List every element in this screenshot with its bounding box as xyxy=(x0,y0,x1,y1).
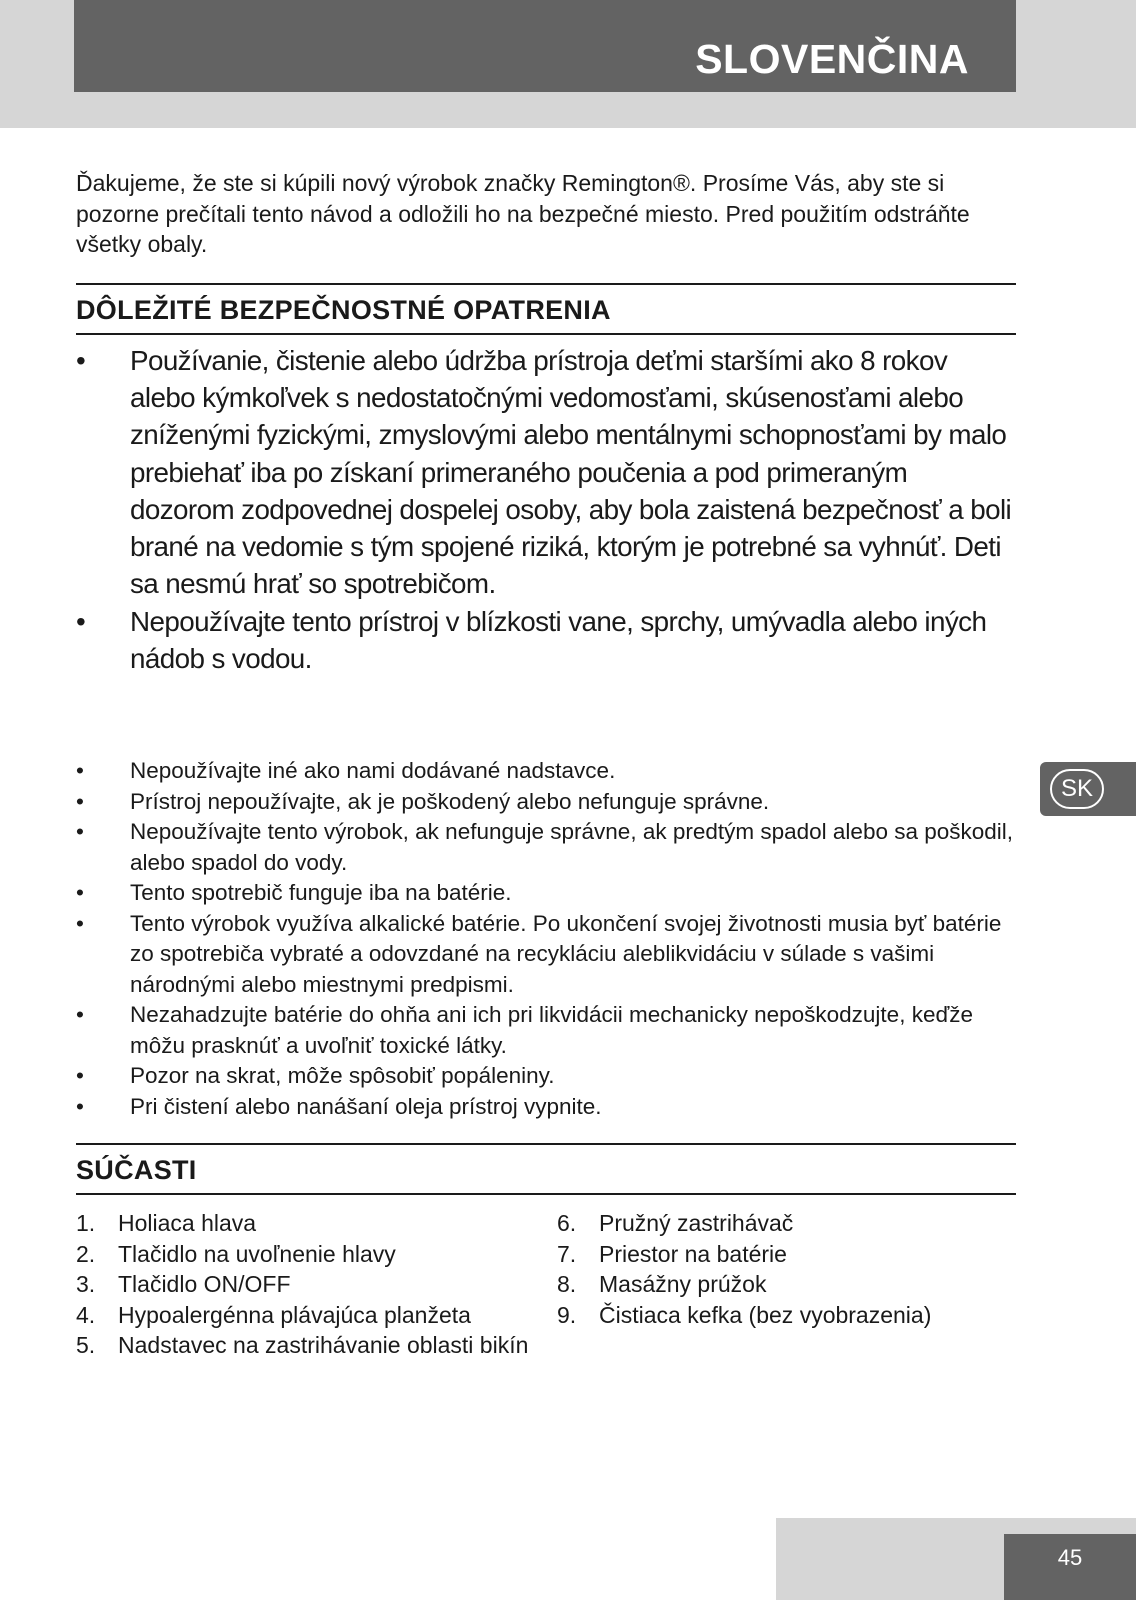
language-side-tab xyxy=(1040,762,1136,816)
part-number: 6. xyxy=(557,1210,577,1236)
list-item xyxy=(557,1239,931,1270)
parts-list-right xyxy=(557,1208,931,1330)
list-item xyxy=(76,1239,528,1270)
part-number: 4. xyxy=(76,1301,96,1328)
list-item xyxy=(76,909,1016,1001)
part-label: Čistiaca kefka (bez vyobrazenia) xyxy=(599,1301,932,1328)
safety-list xyxy=(76,756,1016,1122)
section-rule-top xyxy=(76,283,1016,285)
parts-list-left xyxy=(76,1208,528,1361)
list-item xyxy=(76,756,1016,787)
bullet-icon: • xyxy=(76,758,84,783)
section-rule-bottom xyxy=(76,333,1016,335)
part-label: Masážny prúžok xyxy=(599,1271,767,1297)
bullet-icon: • xyxy=(76,1002,84,1027)
list-item xyxy=(76,1269,528,1300)
page-number: 45 xyxy=(1004,1534,1136,1600)
part-label: Nadstavec na zastrihávanie oblasti bikín xyxy=(118,1332,529,1358)
part-label: Priestor na batérie xyxy=(599,1240,787,1267)
language-code-badge: SK xyxy=(1050,769,1104,809)
list-item xyxy=(76,1000,1016,1061)
safety-item-text: Používanie, čistenie alebo údržba prístroja deťmi staršími ako 8 rokov alebo kýmkoľvek s nedostatočnými vedomosťami, skúsenosťami alebo zníženými fyzickými, zmyslovými alebo mentálnymi schopnosťami by malo prebiehať iba po získaní primeraného poučenia a pod primeraným dozorom zodpovednej dospelej osoby, aby bola zaistená bezpečnosť a boli brané na vedomie s tým spojené riziká, ktorým je potrebné sa vyhnúť. Deti sa nesmú hrať so spotrebičom. xyxy=(130,345,1012,600)
part-number: 5. xyxy=(76,1332,96,1358)
safety-item-text: Nepoužívajte tento výrobok, ak nefunguje správne, ak predtým spadol alebo sa poškodil, alebo spadol do vody. xyxy=(130,819,1014,875)
part-number: 2. xyxy=(76,1240,96,1267)
bullet-icon: • xyxy=(76,1093,84,1119)
list-item xyxy=(76,1061,1016,1092)
safety-item-text: Nepoužívajte iné ako nami dodávané nadstavce. xyxy=(130,758,616,783)
bullet-icon: • xyxy=(76,819,84,844)
part-number: 8. xyxy=(557,1271,577,1297)
section-rule-top xyxy=(76,1143,1016,1145)
part-label: Tlačidlo ON/OFF xyxy=(118,1271,291,1297)
bullet-icon: • xyxy=(76,880,84,905)
safety-large-list xyxy=(76,342,1016,677)
section-rule-bottom xyxy=(76,1193,1016,1195)
list-item xyxy=(76,1208,528,1239)
part-label: Holiaca hlava xyxy=(118,1210,257,1236)
part-label: Pružný zastrihávač xyxy=(599,1210,794,1236)
list-item xyxy=(76,787,1016,818)
language-title: SLOVENČINA xyxy=(695,36,969,82)
bullet-icon: • xyxy=(76,1063,84,1088)
part-number: 7. xyxy=(557,1240,577,1267)
part-number: 1. xyxy=(76,1210,96,1236)
safety-item-text: Pri čistení alebo nanášaní oleja prístroj vypnite. xyxy=(130,1093,602,1119)
intro-paragraph: Ďakujeme, že ste si kúpili nový výrobok značky Remington®. Prosíme Vás, aby ste si pozorne prečítali tento návod a odložili ho na bezpečné miesto. Pred použitím odstráňte všetky obaly. xyxy=(76,170,970,257)
list-item xyxy=(76,1300,528,1331)
list-item xyxy=(557,1300,931,1331)
list-item xyxy=(76,1330,528,1361)
list-item xyxy=(76,603,1016,677)
language-title-bar xyxy=(74,0,1016,92)
part-label: Tlačidlo na uvoľnenie hlavy xyxy=(118,1240,396,1267)
list-item xyxy=(557,1269,931,1300)
list-item xyxy=(76,817,1016,878)
bullet-icon: • xyxy=(76,910,84,936)
list-item xyxy=(557,1208,931,1239)
parts-heading: SÚČASTI xyxy=(76,1155,197,1185)
safety-item-text: Tento výrobok využíva alkalické batérie. Po ukončení svojej životnosti musia byť batérie zo spotrebiča vybraté a odovzdané na recykláciu aleblikvidáciu v súlade s vašimi národnými alebo miestnymi predpismi. xyxy=(130,910,1002,997)
safety-item-text: Tento spotrebič funguje iba na batérie. xyxy=(130,880,512,905)
list-item xyxy=(76,342,1016,603)
part-label: Hypoalergénna plávajúca planžeta xyxy=(118,1301,471,1328)
list-item xyxy=(76,878,1016,909)
part-number: 9. xyxy=(557,1301,577,1328)
part-number: 3. xyxy=(76,1271,96,1297)
safety-item-text: Prístroj nepoužívajte, ak je poškodený alebo nefunguje správne. xyxy=(130,788,770,814)
bullet-icon: • xyxy=(76,788,84,814)
safety-item-text: Pozor na skrat, môže spôsobiť popáleniny. xyxy=(130,1063,555,1088)
bullet-icon: • xyxy=(76,345,86,376)
safety-heading: DÔLEŽITÉ BEZPEČNOSTNÉ OPATRENIA xyxy=(76,295,611,325)
safety-item-text: Nezahadzujte batérie do ohňa ani ich pri likvidácii mechanicky nepoškodzujte, keďže môžu prasknúť a uvoľniť toxické látky. xyxy=(130,1002,974,1058)
list-item xyxy=(76,1092,1016,1123)
bullet-icon: • xyxy=(76,605,86,637)
safety-item-text: Nepoužívajte tento prístroj v blízkosti vane, sprchy, umývadla alebo iných nádob s vodou. xyxy=(130,605,987,674)
